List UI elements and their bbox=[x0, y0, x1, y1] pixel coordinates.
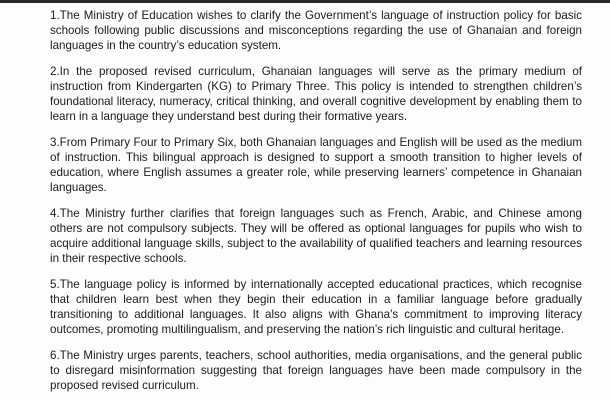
paragraph-2: 2.In the proposed revised curriculum, Ghanaian languages will serve as the primary medium of instruction from Kindergarten (KG) to Primary Three. This policy is intended to strengthen children’s foundational literacy, numeracy, critical thinking, and overall cognitive development by enabling them to learn in a language they understand best during their formative years. bbox=[50, 65, 582, 123]
paragraph-6: 6.The Ministry urges parents, teachers, school authorities, media organisations, and the general public to disregard misinformation suggesting that foreign languages have been made compulsory in the proposed revised curriculum. bbox=[50, 349, 582, 392]
paragraph-4: 4.The Ministry further clarifies that foreign languages such as French, Arabic, and Chinese among others are not compulsory subjects. They will be offered as optional languages for pupils who wish to acquire additional language skills, subject to the availability of qualified teachers and learning resources in their respective schools. bbox=[50, 207, 582, 265]
paragraph-5: 5.The language policy is informed by internationally accepted educational practices, which recognise that children learn best when they begin their education in a familiar language before gradually transitioning to additional languages. It also aligns with Ghana’s commitment to improving literacy outcomes, promoting multilingualism, and preserving the nation’s rich linguistic and cultural heritage. bbox=[50, 278, 582, 336]
paragraph-1: 1.The Ministry of Education wishes to clarify the Government’s language of instruction policy for basic schools following public discussions and misconceptions regarding the use of Ghanaian and foreign languages in the country’s education system. bbox=[50, 9, 582, 52]
paragraph-3: 3.From Primary Four to Primary Six, both Ghanaian languages and English will be used as the medium of instruction. This bilingual approach is designed to support a smooth transition to higher levels of education, where English assumes a greater role, while preserving learners’ competence in Ghanaian languages. bbox=[50, 136, 582, 194]
top-divider bbox=[0, 0, 610, 3]
document-body bbox=[50, 8, 582, 400]
